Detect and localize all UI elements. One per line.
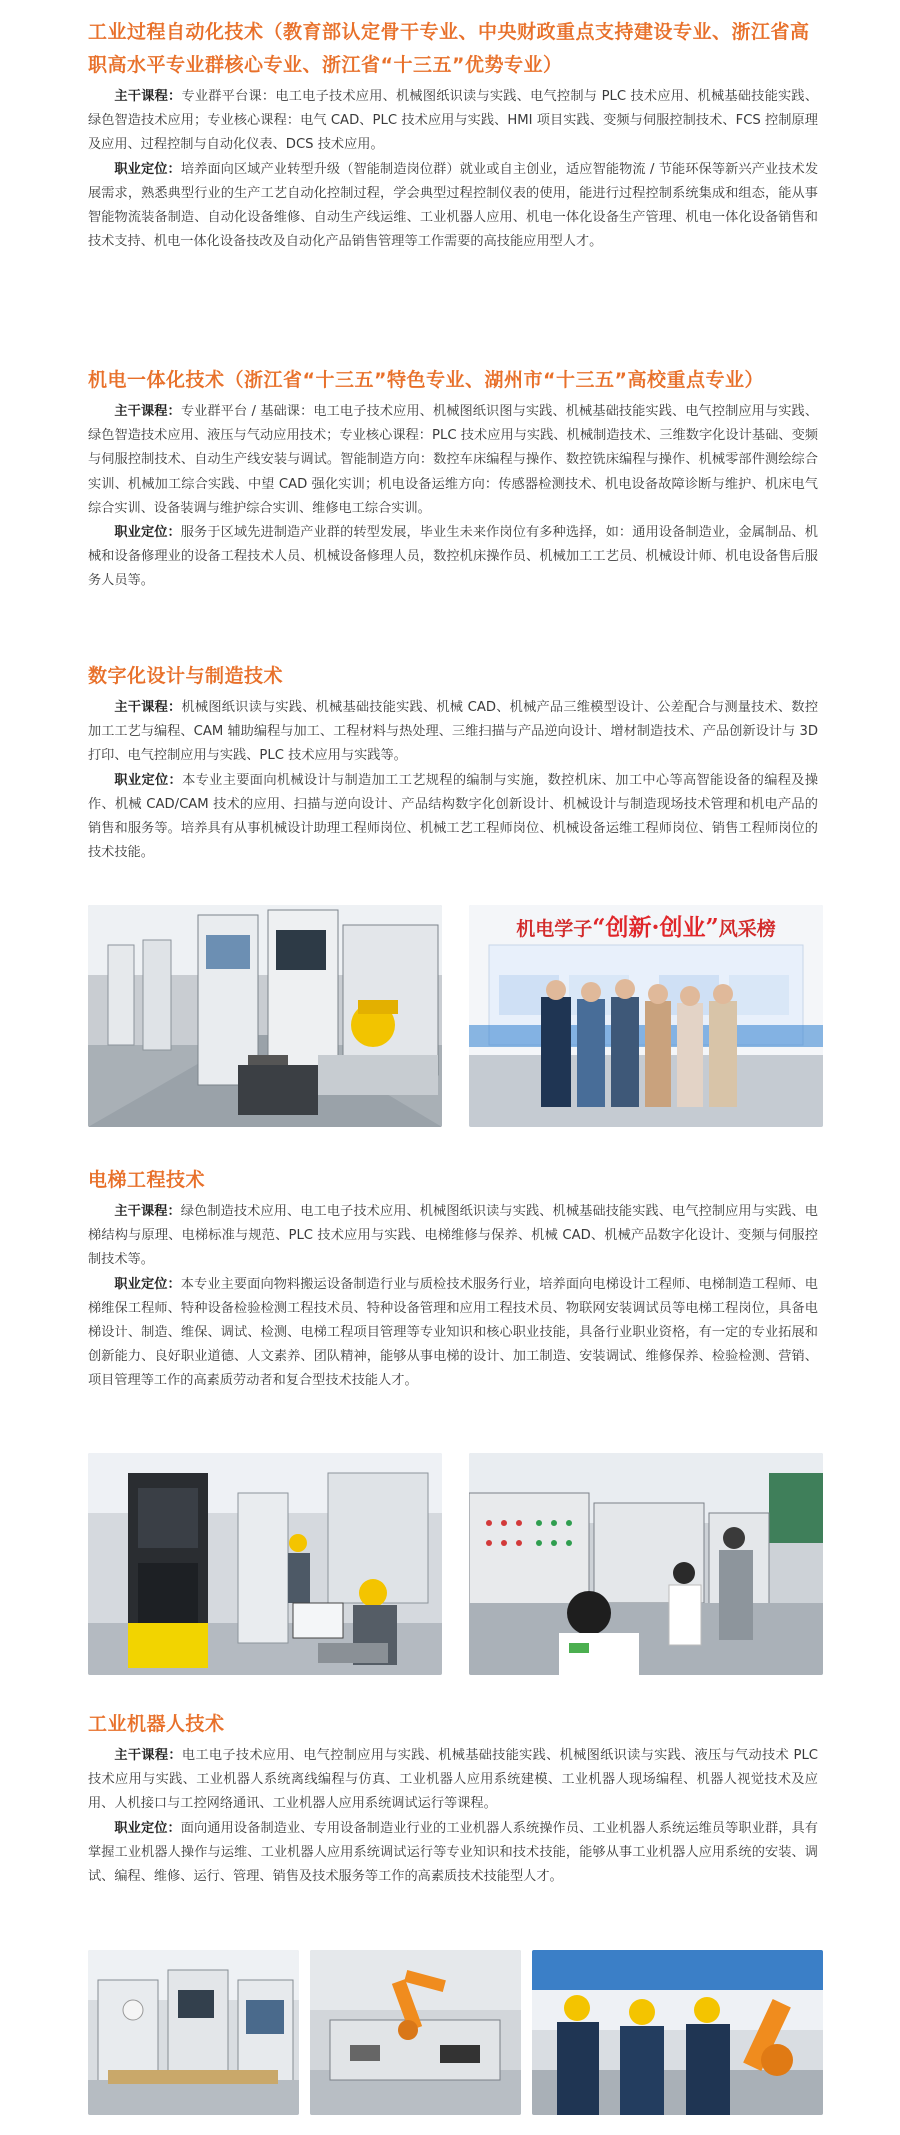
position-paragraph [88, 769, 818, 866]
courses-text: 专业群平台 / 基础课：电工电子技术应用、机械图纸识图与实践、机械基础技能实践、电气控制应用与实践、绿色智造技术应用、液压与气动应用技术；专业核心课程：PLC 技术应用与实践、机械制造技术、三维数字化设计基础、变频与伺服控制技术、自动生产线安装与调试。智能制造方向：数控车床编程与操作、数控铣床编程与操作、机械零部件测绘综合实训、机械加工综合实践、中望 CAD 强化实训；机电设备运维方向：传感器检测技术、机电设备故障诊断与维护、机床电气综合实训、设备装调与维护综合实训、维修电工综合实训。 [88, 404, 819, 516]
courses-label: 主干课程： [114, 1748, 182, 1763]
section-mechatronics [88, 364, 818, 594]
photo-robot-workstation [88, 1950, 299, 2115]
section-digital-design [88, 660, 818, 865]
photo-training-lab [88, 905, 442, 1127]
banner-main: “创新·创业” [592, 914, 719, 941]
robot-students-image [532, 1950, 823, 2115]
position-text: 面向通用设备制造业、专用设备制造业行业的工业机器人系统操作员、工业机器人系统运维员等职业群，具有掌握工业机器人操作与运维、工业机器人应用系统调试运行等专业知识和技术技能，能够从事工业机器人应用系统的安装、调试、编程、维修、运行、管理、销售及技术服务等工作的高素质技术技能型人才。 [88, 1820, 818, 1885]
courses-paragraph [88, 1744, 818, 1817]
courses-label: 主干课程： [114, 404, 181, 419]
section-title: 工业机器人技术 [88, 1713, 225, 1735]
position-label: 职业定位： [114, 1276, 181, 1292]
robot-arm-image [310, 1950, 521, 2115]
section-process-automation [88, 16, 818, 254]
position-paragraph [88, 1817, 818, 1890]
section-title: 电梯工程技术 [88, 1169, 206, 1191]
banner-prefix: 机电学子 [516, 918, 593, 940]
courses-label: 主干课程： [114, 1204, 181, 1219]
section-industrial-robotics [88, 1708, 818, 1889]
elevator-lab-image [88, 1453, 442, 1675]
position-text: 本专业主要面向机械设计与制造加工工艺规程的编制与实施，数控机床、加工中心等高智能设备的编程及操作、机械 CAD/CAM 技术的应用、扫描与逆向设计、产品结构数字化创新设计、机械设计与制造现场技术管理和机电产品的销售和服务等。培养具有从事机械设计助理工程师岗位、机械工艺工程师岗位、机械设备运维工程师岗位、销售工程师岗位的技术技能。 [88, 772, 819, 861]
photo-electrical-training [469, 1453, 823, 1675]
robot-workstation-image [88, 1950, 299, 2115]
position-text: 本专业主要面向物料搬运设备制造行业与质检技术服务行业，培养面向电梯设计工程师、电梯制造工程师、电梯维保工程师、特种设备检验检测工程技术员、特种设备管理和应用工程技术员、物联网安装调试员等电梯工程岗位，具备电梯设计、制造、维保、调试、检测、电梯工程项目管理等专业知识和核心职业技能，具备行业职业资格，有一定的专业拓展和创新能力、良好职业道德、人文素养、团队精神，能够从事电梯的设计、加工制造、安装调试、维修保养、检验检测、营销、项目管理等工作的高素质劳动者和复合型技术技能人才。 [88, 1276, 818, 1389]
position-label: 职业定位： [114, 772, 183, 788]
banner-suffix: 风采榜 [718, 918, 776, 940]
photo-entrepreneurship-board [469, 905, 823, 1127]
courses-text: 电工电子技术应用、电气控制应用与实践、机械基础技能实践、机械图纸识读与实践、液压与气动技术 PLC 技术应用与实践、工业机器人系统离线编程与仿真、工业机器人应用系统建模、工业机器人现场编程、机器人视觉技术及应用、人机接口与工控网络通讯、工业机器人应用系统调试运行等课程。 [88, 1748, 819, 1812]
position-paragraph [88, 158, 818, 255]
banner-text [479, 913, 813, 944]
courses-text: 绿色制造技术应用、电工电子技术应用、机械图纸识读与实践、机械基础技能实践、电气控制应用与实践、电梯结构与原理、电梯标准与规范、PLC 技术应用与实践、电梯维修与保养、机械 CAD、机械产品数字化设计、变频与伺服控制技术等。 [88, 1204, 818, 1268]
photo-elevator-training [88, 1453, 442, 1675]
position-text: 服务于区域先进制造产业群的转型发展，毕业生未来作岗位有多种选择，如：通用设备制造业，金属制品、机械和设备修理业的设备工程技术人员、机械设备修理人员，数控机床操作员、机械加工工艺员、机械设计师、机电设备售后服务人员等。 [88, 525, 818, 589]
courses-text: 机械图纸识读与实践、机械基础技能实践、机械 CAD、机械产品三维模型设计、公差配合与测量技术、数控加工工艺与编程、CAM 辅助编程与加工、工程材料与热处理、三维扫描与产品逆向设计、增材制造技术、产品创新设计与 3D 打印、电气控制应用与实践、PLC 技术应用与实践等。 [88, 700, 819, 764]
courses-text: 专业群平台课：电工电子技术应用、机械图纸识读与实践、电气控制与 PLC 技术应用、机械基础技能实践、绿色智造技术应用；专业核心课程：电气 CAD、PLC 技术应用与实践、HMI 项目实践、变频与伺服控制技术、FCS 控制原理及应用、过程控制与自动化仪表、DCS 技术应用。 [88, 89, 819, 153]
courses-paragraph [88, 85, 818, 158]
courses-label: 主干课程： [114, 89, 182, 104]
courses-label: 主干课程： [114, 700, 182, 715]
electrical-lab-image [469, 1453, 823, 1675]
position-label: 职业定位： [114, 161, 181, 177]
position-label: 职业定位： [114, 1820, 181, 1836]
position-text: 培养面向区域产业转型升级（智能制造岗位群）就业或自主创业，适应智能物流 / 节能环保等新兴产业技术发展需求，熟悉典型行业的生产工艺自动化控制过程，学会典型过程控制仪表的使用，能进行过程控制系统集成和组态，能从事智能物流装备制造、自动化设备维修、自动生产线运维、工业机器人应用、机电一体化设备生产管理、机电一体化设备销售和技术支持、机电一体化设备技改及自动化产品销售管理等工作需要的高技能应用型人才。 [88, 161, 819, 250]
photo-robot-students [532, 1950, 823, 2115]
courses-paragraph [88, 400, 818, 521]
photo-robot-arm [310, 1950, 521, 2115]
position-paragraph [88, 521, 818, 594]
lab-equipment-image [88, 905, 442, 1127]
courses-paragraph [88, 696, 818, 769]
section-title: 工业过程自动化技术（教育部认定骨干专业、中央财政重点支持建设专业、浙江省高职高水平专业群核心专业、浙江省“十三五”优势专业） [88, 21, 810, 76]
section-title: 数字化设计与制造技术 [88, 665, 284, 687]
position-paragraph [88, 1273, 818, 1394]
section-elevator-engineering [88, 1164, 818, 1394]
position-label: 职业定位： [114, 525, 181, 541]
courses-paragraph [88, 1200, 818, 1273]
section-title: 机电一体化技术（浙江省“十三五”特色专业、湖州市“十三五”高校重点专业） [88, 369, 764, 391]
